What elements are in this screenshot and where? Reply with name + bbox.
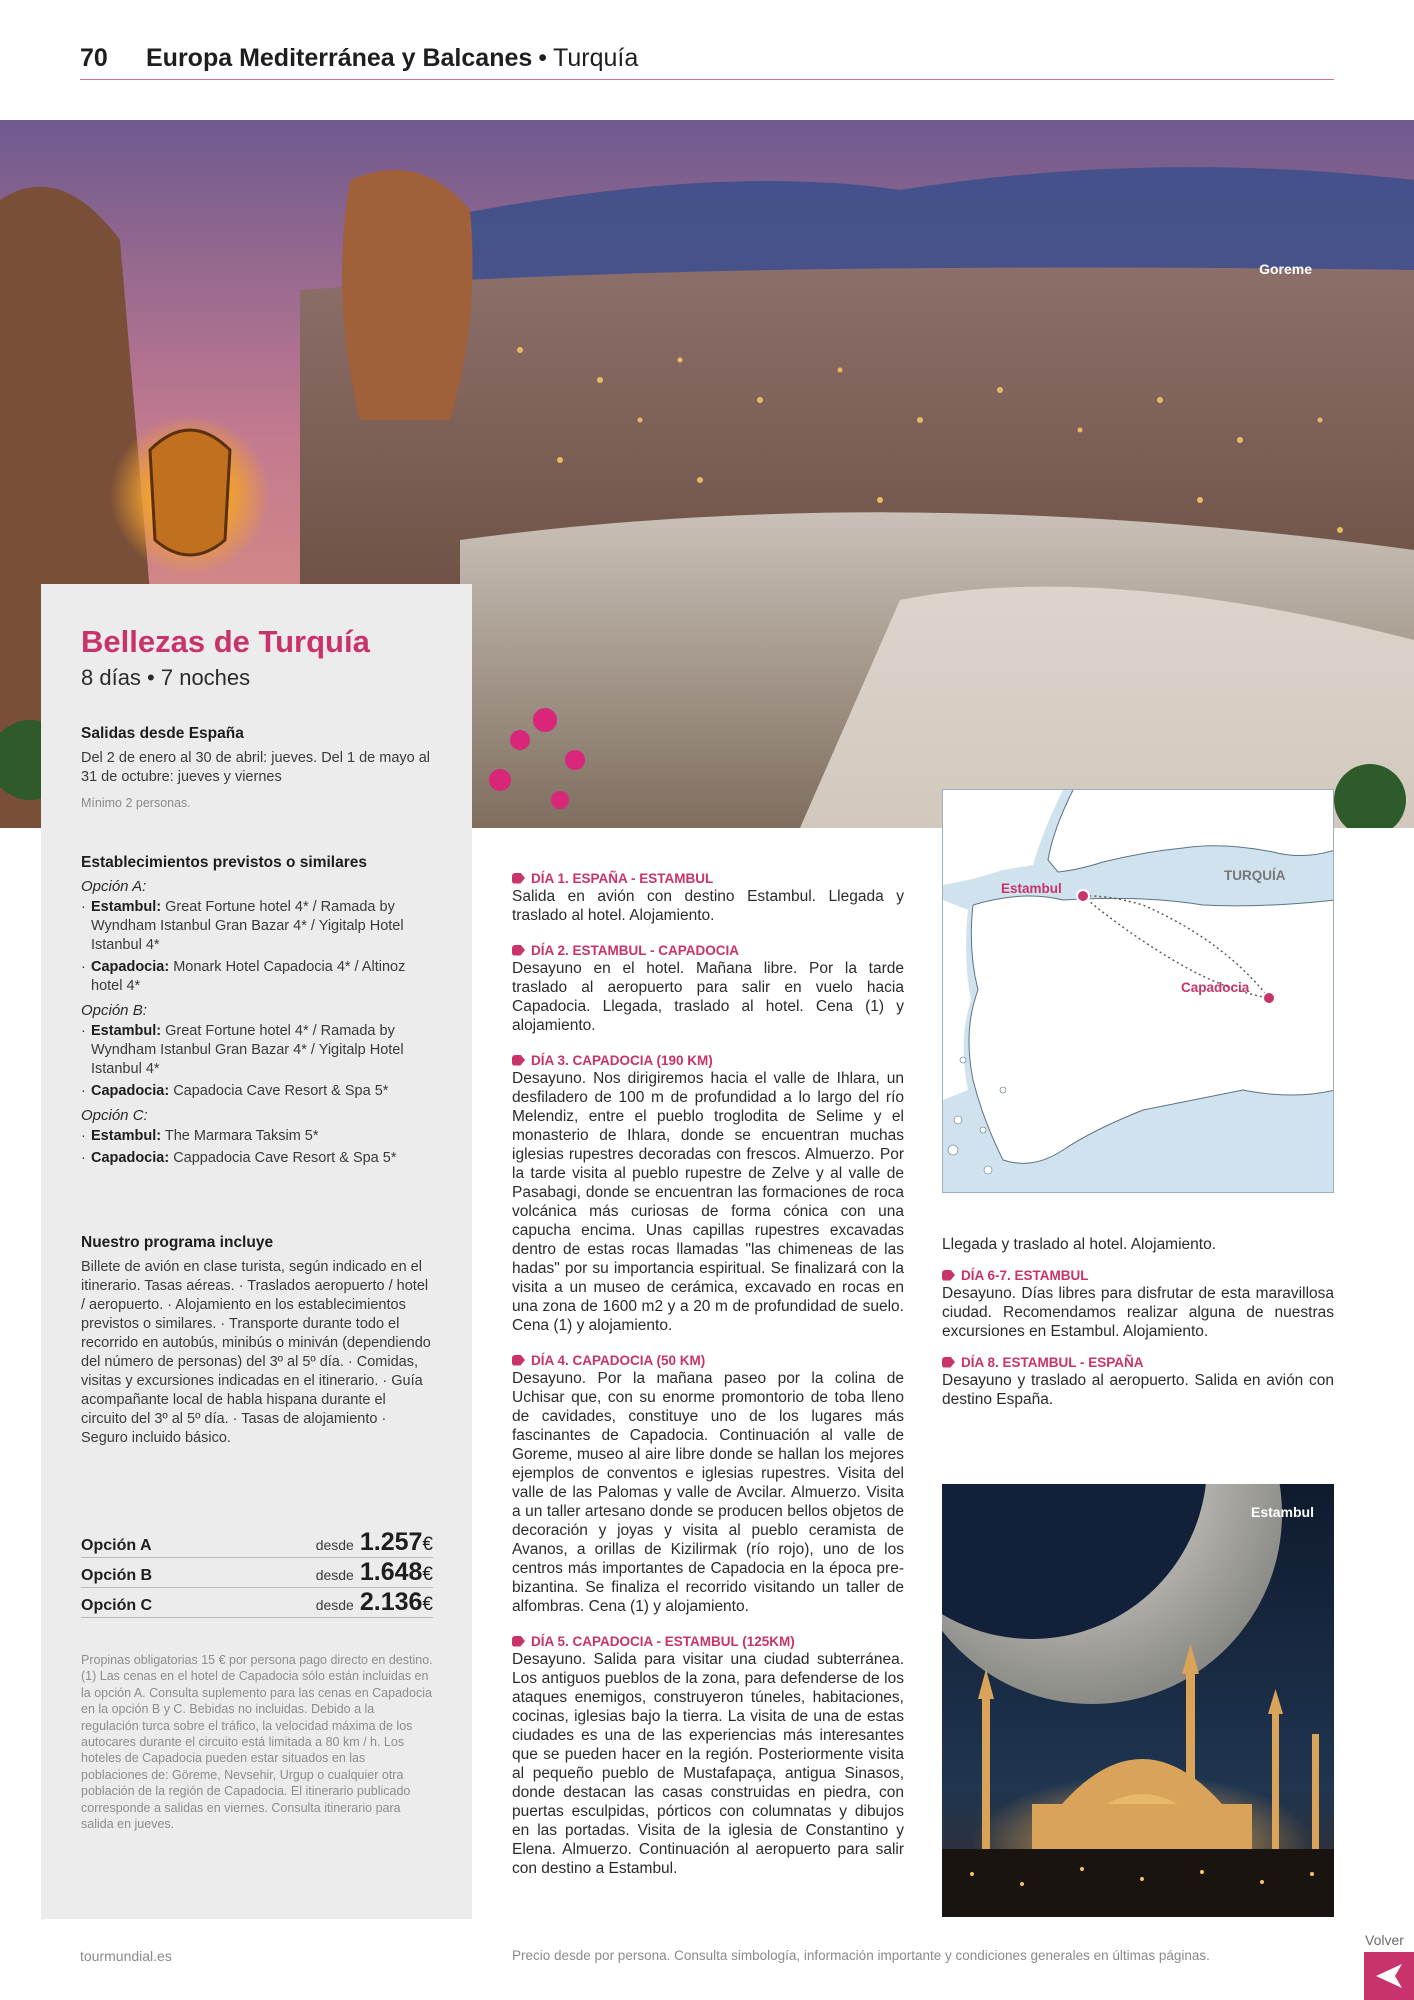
price-value: 2.136 — [359, 1588, 423, 1616]
hotel-city: Estambul: — [91, 1128, 162, 1144]
footer-site[interactable]: tourmundial.es — [80, 1948, 172, 1964]
hotel-line — [81, 958, 433, 996]
map-turkey-icon — [943, 790, 1334, 1193]
istanbul-caption: Estambul — [1250, 1504, 1314, 1520]
price-value: 1.257 — [359, 1528, 423, 1556]
hotel-names: Great Fortune hotel 4* / Ramada by Wyndham Istanbul Gran Bazar 4* / Yigitalp Hotel Istanbul 4* — [91, 899, 404, 953]
day-marker-icon — [512, 1636, 525, 1647]
day-marker-icon — [512, 1055, 525, 1066]
price-from: desde — [315, 1567, 354, 1583]
hotel-line — [81, 1127, 433, 1146]
hotel-names: Monark Hotel Capadocia 4* / Altinoz hotel 4* — [91, 959, 406, 994]
price-row — [81, 1558, 433, 1588]
option-b-label: Opción B: — [81, 1002, 147, 1019]
hotel-city: Estambul: — [91, 1023, 162, 1039]
hotel-city: Capadocia: — [91, 1083, 170, 1099]
day-text: Desayuno en el hotel. Mañana libre. Por la tarde traslado al aeropuerto para salir en vuelo hacia Capadocia. Llegada, traslado al hotel. Cena (1) y alojamiento. — [512, 960, 904, 1034]
day-heading — [512, 869, 904, 887]
map-city-capadocia: Capadocia — [1181, 980, 1250, 995]
day-text: Desayuno. Días libres para disfrutar de esta maravillosa ciudad. Recomendamos realizar alguna de nuestras excursiones en Estambul. Alojamiento. — [942, 1285, 1334, 1340]
day-marker-icon — [512, 1355, 525, 1366]
trip-title: Bellezas de Turquía — [81, 624, 370, 659]
price-option-label: Opción B — [81, 1567, 153, 1584]
day-heading — [512, 1632, 904, 1650]
map-city-estambul: Estambul — [1001, 881, 1062, 896]
hotel-names: Great Fortune hotel 4* / Ramada by Wyndham Istanbul Gran Bazar 4* / Yigitalp Hotel Istanbul 4* — [91, 1023, 404, 1077]
back-arrow-icon — [1376, 1964, 1402, 1988]
price-currency: € — [422, 1564, 433, 1585]
price-from: desde — [315, 1537, 354, 1553]
price-from: desde — [315, 1597, 354, 1613]
itinerary-day — [512, 941, 904, 1035]
hotel-names: The Marmara Taksim 5* — [164, 1128, 319, 1144]
itinerary-day — [512, 1632, 904, 1878]
includes-section — [81, 1234, 433, 1448]
photo-istanbul-icon — [942, 1484, 1334, 1917]
day-title: DÍA 4. CAPADOCIA (50 KM) — [531, 1352, 706, 1368]
itinerary-day — [942, 1266, 1334, 1341]
footnote: Propinas obligatorias 15 € por persona pago directo en destino. (1) Las cenas en el hotel de Capadocia sólo están incluidas en la opción A. Consulta suplemento para las cenas en Capadocia en la opción B y C. Bebidas no incluidas. Debido a la regulación turca sobre el tráfico, la velocidad máxima de los autocares durante el circuito está limitada a 80 km / h. Los hoteles de Capadocia pueden estar situados en las poblaciones de: Göreme, Nevsehir, Urgup o cualquier otra población de la región de Capadocia. El itinerario publicado corresponde a salidas en viernes. Consulta itinerario para salida en jueves. — [81, 1653, 433, 1832]
istanbul-photo — [942, 1484, 1334, 1917]
departures-section — [81, 725, 433, 810]
day-title: DÍA 3. CAPADOCIA (190 KM) — [531, 1052, 713, 1068]
day-title: DÍA 5. CAPADOCIA - ESTAMBUL (125KM) — [531, 1633, 795, 1649]
hotel-names: Cappadocia Cave Resort & Spa 5* — [173, 1150, 397, 1166]
page-number: 70 — [80, 44, 108, 72]
section-title: Europa Mediterránea y Balcanes — [146, 44, 533, 72]
hotel-names: Capadocia Cave Resort & Spa 5* — [173, 1083, 389, 1099]
footer-note: Precio desde por persona. Consulta simbología, información importante y condiciones generales en últimas páginas. — [512, 1948, 1210, 1963]
back-label: Volver — [1365, 1932, 1404, 1948]
hotels-title: Establecimientos previstos o similares — [81, 854, 368, 871]
day-text: Salida en avión con destino Estambul. Llegada y traslado al hotel. Alojamiento. — [512, 888, 904, 924]
header-separator: • — [538, 44, 548, 72]
day-text: Desayuno. Por la mañana paseo por la colina de Uchisar que, con su enorme promontorio de toba lleno de cavidades, constituye uno de los lugares más fascinantes de Capadocia. Continuación al valle de Goreme, museo al aire libre donde se hallan los mejores ejemplos de conventos e iglesias rupestres. Visita del valle de las Palomas y valle de Avcilar. Almuerzo. Visita a un taller artesano donde se producen bellos objetos de decoración y joyas y visita al pueblo ceramista de Avanos, a orillas de Kizilirmak (río rojo), uno de los centros más importantes de Capadocia en la época pre-bizantina. Se finaliza el recorrido visitando un taller de alfombras. Cena (1) y alojamiento. — [512, 1370, 904, 1615]
section-subtitle: Turquía — [553, 44, 639, 72]
includes-text: Billete de avión en clase turista, según indicado en el itinerario. Tasas aéreas. · Traslados aeropuerto / hotel / aeropuerto. · Alojamiento en los establecimientos previstos o similares. · Transporte durante todo el recorrido en autobús, minibús o miniván (dependiendo del número de personas) del 3º al 5º día. · Comidas, visitas y excursiones indicadas en el itinerario. · Guía acompañante local de habla hispana durante el circuito del 3º al 5º día. · Tasas de alojamiento · Seguro incluido básico. — [81, 1259, 431, 1446]
route-map — [942, 789, 1334, 1193]
price-table — [81, 1528, 433, 1618]
itinerary-day — [512, 1051, 904, 1335]
trip-duration: 8 días • 7 noches — [81, 665, 251, 690]
day-text: Desayuno. Nos dirigiremos hacia el valle de Ihlara, un desfiladero de 100 m de profundidad a lo largo del río Melendiz, entre el pueblo troglodita de Selime y el monasterio de Ihlara, donde se encuentran muchas iglesias rupestres decoradas con frescos. Almuerzo. Por la tarde visita al pueblo rupestre de Zelve y al valle de Pasabagi, donde se encuentran las formaciones de roca volcánica más curiosas de forma cónica con una capucha encima. Unas capillas rupestres excavadas dentro de estas rocas llamadas "las chimeneas de las hadas" por su importancia espiritual. Se finalizará con la visita a un museo de cerámica, excavado en rocas en una zona de 1600 m2 y a 20 m de profundidad de suelo. Cena (1) y alojamiento. — [512, 1070, 904, 1334]
itinerary-day — [512, 869, 904, 925]
day-title: DÍA 1. ESPAÑA - ESTAMBUL — [531, 870, 714, 886]
day-title: DÍA 6-7. ESTAMBUL — [961, 1267, 1089, 1283]
map-country-label: TURQUÍA — [1224, 868, 1286, 883]
page-header — [80, 44, 1334, 80]
hotel-line — [81, 898, 433, 955]
hotel-line — [81, 1082, 433, 1101]
trip-info-panel — [41, 584, 472, 1919]
price-value: 1.648 — [359, 1558, 423, 1586]
hotel-line — [81, 1149, 433, 1168]
price-option-label: Opción A — [81, 1537, 152, 1554]
itinerary-continued — [942, 1235, 1334, 1409]
option-c-label: Opción C: — [81, 1107, 148, 1124]
hotel-city: Capadocia: — [91, 959, 170, 975]
day-heading — [942, 1353, 1334, 1371]
day-marker-icon — [942, 1270, 955, 1281]
itinerary-day — [512, 1351, 904, 1616]
departures-text: Del 2 de enero al 30 de abril: jueves. Del 1 de mayo al 31 de octubre: jueves y viernes — [81, 750, 431, 785]
hotel-city: Capadocia: — [91, 1150, 170, 1166]
price-currency: € — [422, 1534, 433, 1555]
back-button[interactable] — [1364, 1952, 1414, 2000]
itinerary-day — [942, 1353, 1334, 1409]
option-a-label: Opción A: — [81, 878, 147, 895]
day-title: DÍA 8. ESTAMBUL - ESPAÑA — [961, 1354, 1144, 1370]
day-text: Desayuno. Salida para visitar una ciudad subterránea. Los antiguos pueblos de la zona, para defenderse de los ataques enemigos, construyeron túneles, habitaciones, cocinas, iglesias bajo la tierra. La visita de una de estas ciudades es una de las experiencias más interesantes que se pueden hacer en la región. Posteriormente visita al pequeño pueblo de Mustafapaça, antigua Sinasos, donde destacan las casas construidas en piedra, con puertas esculpidas, pórticos con columnatas y dibujos en las portadas. Visita de la iglesia de Constantino y Elena. Almuerzo. Continuación al aeropuerto para salir con destino a Estambul. — [512, 1651, 904, 1877]
day-marker-icon — [942, 1357, 955, 1368]
hero-caption: Goreme — [1259, 261, 1312, 277]
day-heading — [512, 1351, 904, 1369]
hotel-city: Estambul: — [91, 899, 162, 915]
day-heading — [942, 1266, 1334, 1284]
hotels-section — [81, 854, 433, 1168]
hotel-line — [81, 1022, 433, 1079]
day-text: Llegada y traslado al hotel. Alojamiento. — [942, 1236, 1217, 1253]
price-row — [81, 1588, 433, 1618]
price-row — [81, 1528, 433, 1558]
day-marker-icon — [512, 945, 525, 956]
day-heading — [512, 1051, 904, 1069]
departures-note: Mínimo 2 personas. — [81, 796, 191, 810]
price-option-label: Opción C — [81, 1597, 153, 1614]
day-heading — [512, 941, 904, 959]
includes-title: Nuestro programa incluye — [81, 1234, 274, 1251]
itinerary — [512, 869, 904, 1878]
departures-title: Salidas desde España — [81, 725, 244, 742]
day-marker-icon — [512, 873, 525, 884]
day-title: DÍA 2. ESTAMBUL - CAPADOCIA — [531, 942, 740, 958]
day-text: Desayuno y traslado al aeropuerto. Salida en avión con destino España. — [942, 1372, 1334, 1408]
price-currency: € — [422, 1594, 433, 1615]
